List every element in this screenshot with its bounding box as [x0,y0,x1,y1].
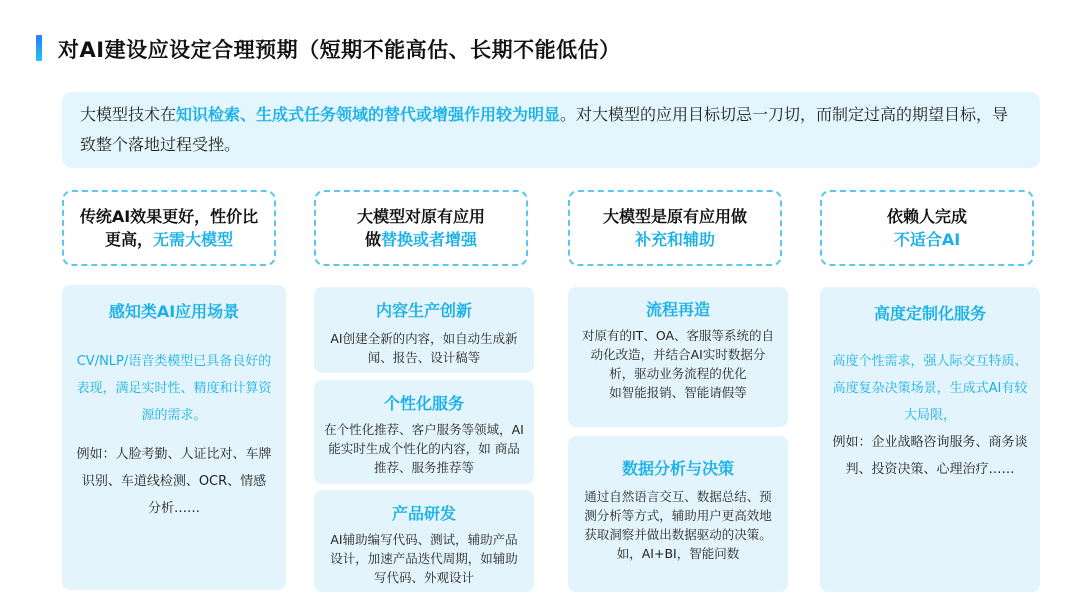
column-header-traditional-ai [62,190,276,266]
title-accent-bar [36,35,42,61]
card-perception-ai [62,285,286,590]
column-header-line: 传统AI效果更好，性价比 [79,207,259,226]
card-title: 个性化服务 [383,394,464,413]
column-header-highlight: 补充和辅助 [634,230,715,249]
column-header-line: 大模型是原有应用做 [602,207,747,226]
card-process-reengineering [568,287,788,427]
card-title: 高度定制化服务 [873,304,986,323]
column-header-supplement-assist [568,190,782,266]
card-body: 高度个性需求，强人际交互特质、高度复杂决策场景，生成式AI有较大局限， [832,354,1028,423]
card-title: 感知类AI应用场景 [108,302,240,321]
card-body: AI辅助编写代码、测试，辅助产品设计，加速产品迭代周期，如辅助写代码、外观设计 [330,532,518,585]
card-example: 例如：人脸考勤、人证比对、车牌识别、车道线检测、OCR、情感分析…… [76,447,272,516]
card-title: 数据分析与决策 [621,459,734,478]
card-personalized-service [314,380,534,484]
column-header-text: 更高， [104,230,153,249]
card-example: 例如：企业战略咨询服务、商务谈判、投资决策、心理治疗…… [832,435,1028,477]
column-header-highlight: 替换或者增强 [381,230,478,249]
intro-text-tail: 。对大模型的应用目标切忌一刀切，而制定过高的期望目标，导致整个落地过程受挫。 [80,105,1009,154]
card-product-rnd [314,490,534,592]
intro-box [62,92,1040,168]
card-example: 如智能报销、智能请假等 [609,385,747,400]
column-header-line: 大模型对原有应用 [356,207,485,226]
column-header-replace-enhance [314,190,528,266]
card-body: 对原有的IT、OA、客服等系统的自动化改造，并结合AI实时数据分析，驱动业务流程的优化 [582,328,774,381]
card-highly-customized-service [820,287,1040,592]
card-body: 通过自然语言交互、数据总结、预测分析等方式，辅助用户更高效地获取洞察并做出数据驱动的决策。如，AI+BI，智能问数 [584,489,772,561]
card-title: 产品研发 [391,504,456,523]
card-body: CV/NLP/语音类模型已具备良好的表现，满足实时性、精度和计算资源的需求。 [76,354,272,423]
intro-text: 大模型技术在 [80,105,177,124]
card-body: AI创建全新的内容，如自动生成新闻、报告、设计稿等 [330,331,518,365]
column-header-highlight: 不适合AI [893,230,961,249]
column-header-highlight: 无需大模型 [153,230,234,249]
card-content-creation [314,287,534,373]
column-header-human-dependent [820,190,1034,266]
page-title: 对AI建设应设定合理预期（短期不能高估、长期不能低估） [58,38,621,62]
column-header-line: 依赖人完成 [886,207,967,226]
intro-highlight: 知识检索、生成式任务领域的替代或增强作用较为明显 [176,105,561,124]
column-header-text: 做 [364,230,381,249]
card-data-analysis-decision [568,436,788,592]
card-body: 在个性化推荐、客户服务等领域，AI能实时生成个性化的内容，如 商品推荐、服务推荐等 [324,422,524,475]
card-title: 内容生产创新 [375,301,472,320]
card-title: 流程再造 [645,300,710,319]
